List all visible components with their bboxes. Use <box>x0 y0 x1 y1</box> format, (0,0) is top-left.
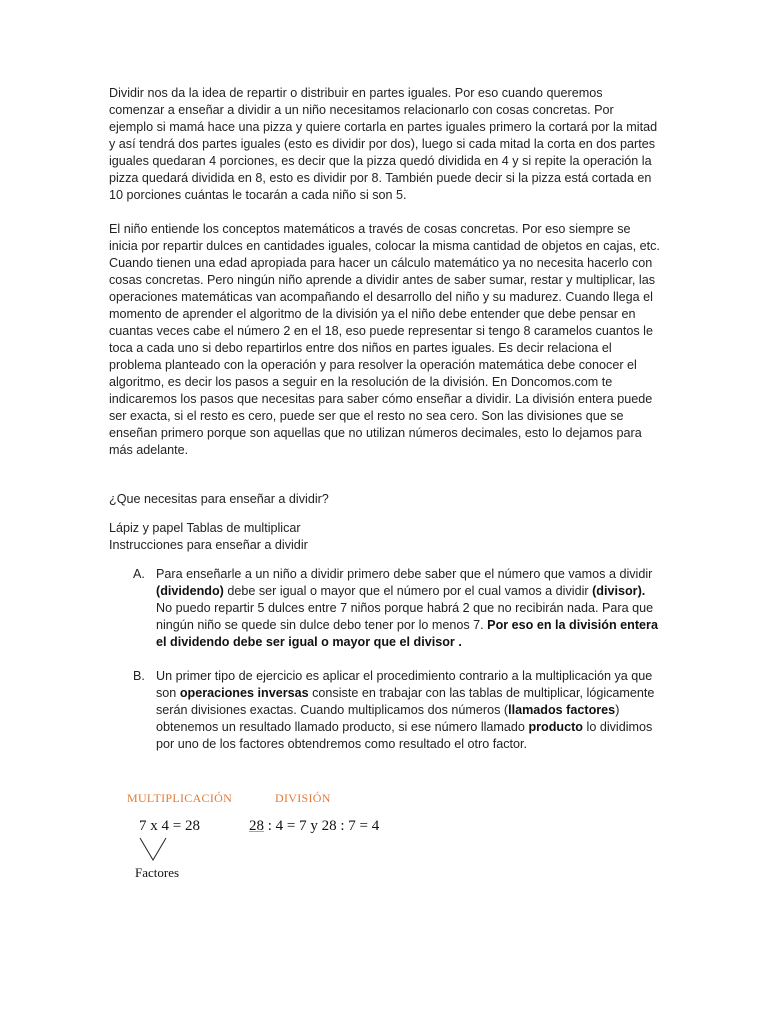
factors-label: Factores <box>135 865 180 880</box>
list-marker-b: B. <box>133 669 145 683</box>
list-text-a <box>156 566 661 651</box>
bold-rule: Por eso en la división entera el dividendo debe ser igual o mayor que el divisor . <box>156 618 658 649</box>
division-header: DIVISIÓN <box>275 791 331 805</box>
bold-dividendo: (dividendo) <box>156 584 224 598</box>
factors-bracket-icon <box>138 836 168 864</box>
math-example-figure <box>118 788 418 888</box>
text-run: ) obtenemos un resultado llamado producto, si ese número llamado <box>156 703 620 734</box>
bold-operaciones-inversas: operaciones inversas <box>179 686 309 700</box>
text-run: debe ser igual o mayor que el número por el cual vamos a dividir <box>223 584 593 598</box>
concepts-paragraph: El niño entiende los conceptos matemáticos a través de cosas concretas. Por eso siempre se inicia por repartir dulces en cantidades iguales, colocar la misma cantidad de objetos en cajas, etc. Cuando tienen una edad apropiada para hacer un cálculo matemático ya no necesita hacerlo con cosas concretas. Pero ningún niño aprende a dividir antes de saber sumar, restar y multiplicar, las operaciones matemáticas van acompañando el desarrollo del niño y su madurez. Cuando llega el momento de aprender el algoritmo de la división ya el niño debe entender que debe pensar en cuantas veces cabe el número 2 en el 18, eso puede representar si tengo 8 caramelos cuantos le toca a cada uno si debo repartirlos entre dos niños en partes iguales. Es decir relaciona el problema planteado con la operación y para resolver la operación matemática debe conocer el algoritmo, es decir los pasos a seguir en la resolución de la división. En Doncomos.com te indicaremos los pasos que necesitas para saber cómo enseñar a dividir. La división entera puede ser exacta, si el resto es cero, puede ser que el resto no sea cero. Son las divisiones que se enseñan primero porque son aquellas que no utilizan números decimales, esto lo dejamos para más adelante. <box>109 222 660 457</box>
list-text-b <box>156 668 661 753</box>
list-marker-a: A. <box>133 567 145 581</box>
instructions-line: Instrucciones para enseñar a dividir <box>109 538 308 552</box>
division-equation <box>249 818 379 835</box>
intro-paragraph: Dividir nos da la idea de repartir o distribuir en partes iguales. Por eso cuando queremos comenzar a enseñar a dividir a un niño necesitamos relacionarlo con cosas concretas. Por ejemplo si mamá hace una pizza y quiere cortarla en partes iguales primero la cortará por la mitad y así tendrá dos partes iguales (esto es dividir por dos), luego si cada mitad la corta en dos partes iguales quedaran 4 porciones, es decir que la pizza quedó dividida en 4 y si repite la operación la pizza quedará dividida en 8, esto es dividir por 8. También puede decir si la pizza está cortada en 10 porciones cuántas le tocarán a cada niño si son 5. <box>109 86 658 202</box>
division-rest: : 4 = 7 y 28 : 7 = 4 <box>264 818 380 834</box>
text-run: lo dividimos por uno de los factores obtendremos como resultado el otro factor. <box>156 720 653 751</box>
multiplication-equation: 7 x 4 = 28 <box>139 818 200 834</box>
bold-divisor: (divisor). <box>592 584 646 598</box>
question-heading: ¿Que necesitas para enseñar a dividir? <box>109 492 329 506</box>
bold-llamados-factores: llamados factores <box>508 703 616 717</box>
dividend-number: 28 <box>249 818 264 834</box>
text-run: consiste en trabajar con las tablas de multiplicar, lógicamente serán divisiones exactas. Cuando multiplicamos dos números ( <box>156 686 655 717</box>
multiplication-header: MULTIPLICACIÓN <box>127 791 233 805</box>
materials-line: Lápiz y papel Tablas de multiplicar <box>109 521 301 535</box>
text-run: Para enseñarle a un niño a dividir primero debe saber que el número que vamos a dividir <box>156 567 653 581</box>
bold-producto: producto <box>528 720 584 734</box>
text-run: No puedo repartir 5 dulces entre 7 niños porque habrá 2 que no recibirán nada. Para que ningún niño se quede sin dulce debo tener por lo menos 7. <box>156 601 654 632</box>
text-run: Un primer tipo de ejercicio es aplicar el procedimiento contrario a la multiplicación ya que son <box>156 669 653 700</box>
